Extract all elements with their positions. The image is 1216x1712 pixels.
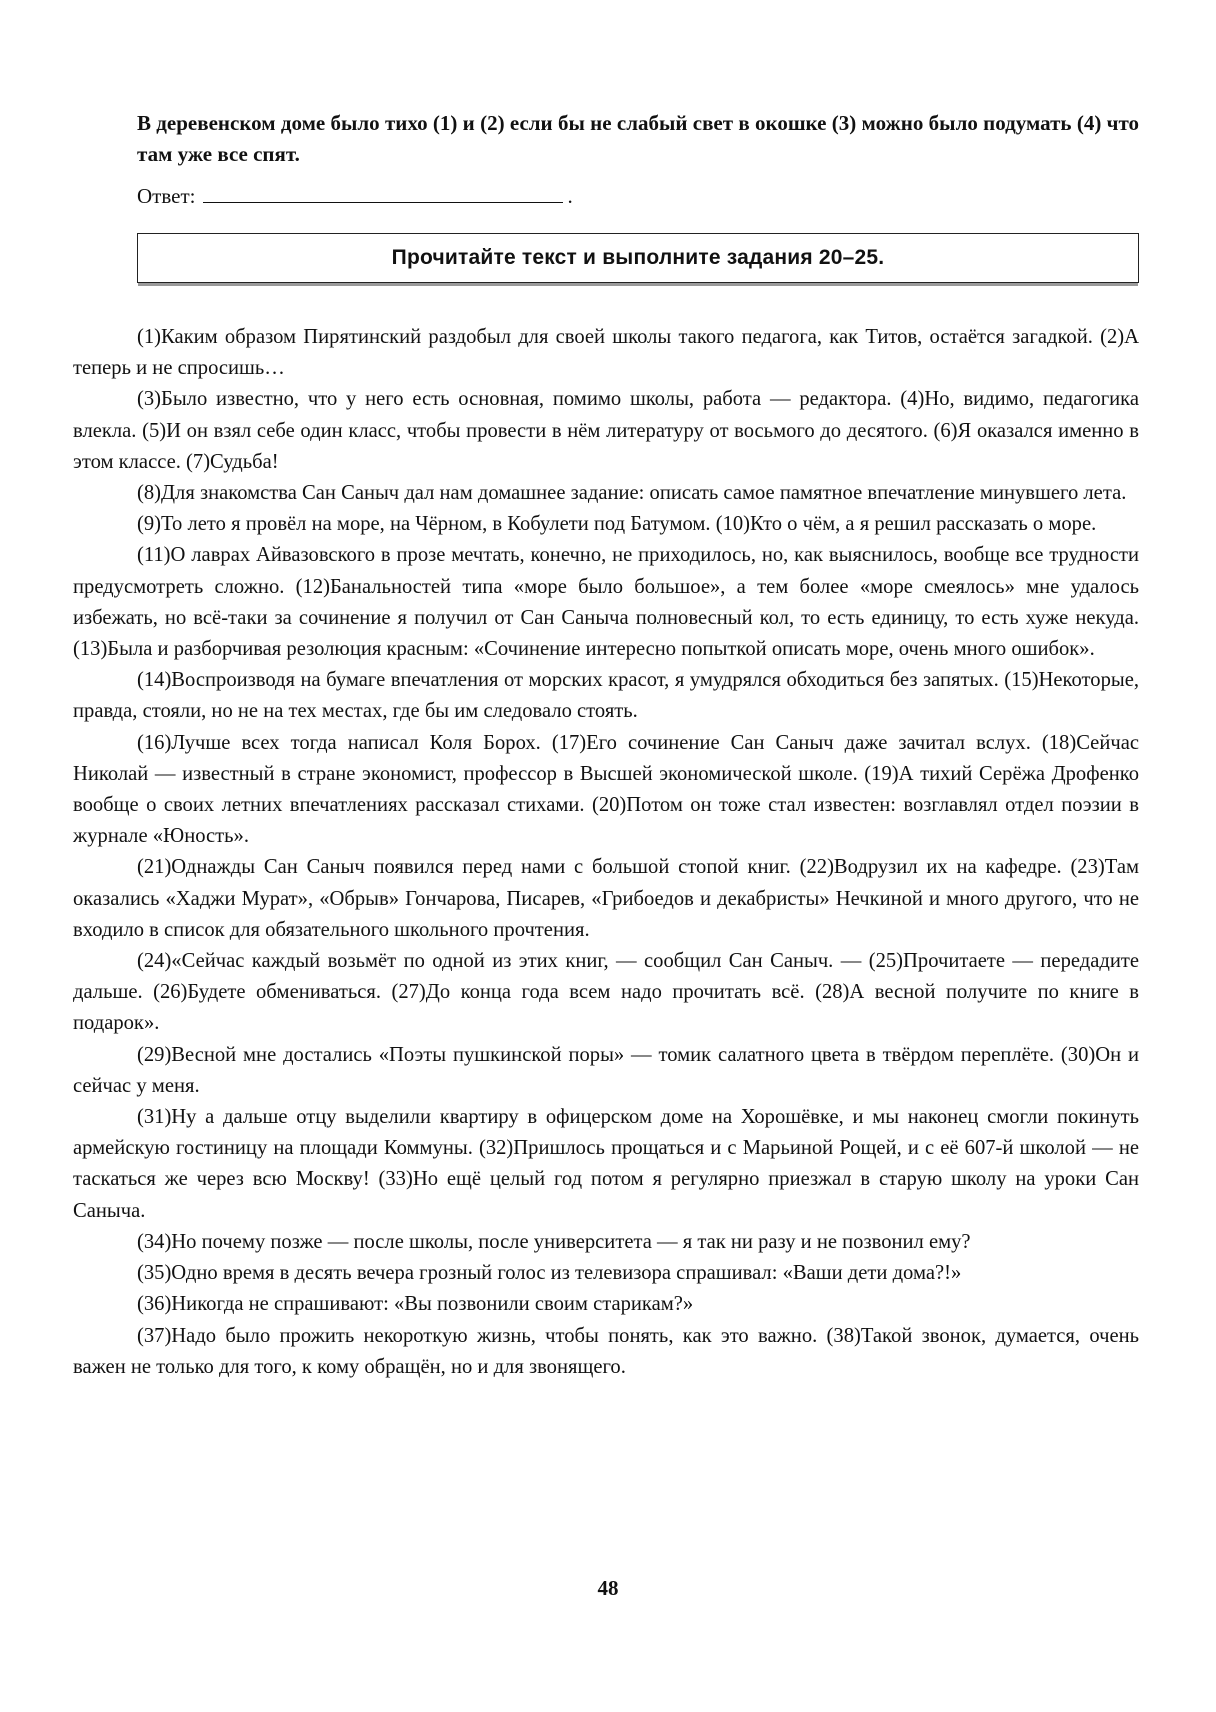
paragraph: (16)Лучше всех тогда написал Коля Борох. (17)Его сочинение Сан Саныч даже зачитал вслух. (18)Сейчас Николай — известный в стране экономист, профессор в Высшей экономической школе. (19)А тихий Серёжа Дрофенко вообще о своих летних впечатлениях рассказал стихами. (20)Потом он тоже стал известен: возглавлял отдел поэзии в журнале «Юность». bbox=[73, 731, 1139, 848]
answer-blank-field[interactable] bbox=[203, 180, 563, 203]
task-sentence: В деревенском доме было тихо (1) и (2) если бы не слабый свет в окошке (3) можно было подумать (4) что там уже все спят. bbox=[137, 111, 1139, 166]
paragraph: (21)Однажды Сан Саныч появился перед нами с большой стопой книг. (22)Водрузил их на кафедре. (23)Там оказались «Хаджи Мурат», «Обрыв» Гончарова, Писарев, «Грибоедов и декабристы» Нечкиной и много другого, что не входило в список для обязательного школьного прочтения. bbox=[73, 856, 1139, 941]
answer-line bbox=[137, 180, 637, 212]
paragraph: (24)«Сейчас каждый возьмёт по одной из этих книг, — сообщил Сан Саныч. — (25)Прочитаете — передадите дальше. (26)Будете обмениваться. (27)До конца года всем надо прочитать всё. (28)А весной получите по книге в подарок». bbox=[73, 950, 1139, 1035]
reading-text bbox=[73, 322, 1139, 1383]
instruction-text: Прочитайте текст и выполните задания 20–25. bbox=[391, 246, 885, 269]
page-number: 48 bbox=[597, 1576, 619, 1600]
paragraph: (37)Надо было прожить некороткую жизнь, чтобы понять, как это важно. (38)Такой звонок, думается, очень важен не только для того, к кому обращён, но и для звонящего. bbox=[73, 1324, 1139, 1378]
paragraph: (35)Одно время в десять вечера грозный голос из телевизора спрашивал: «Ваши дети дома?!» bbox=[137, 1262, 962, 1285]
paragraph: (1)Каким образом Пирятинский раздобыл для своей школы такого педагога, как Титов, остаётся загадкой. (2)А теперь и не спросишь… bbox=[73, 326, 1139, 380]
instruction-box bbox=[137, 233, 1139, 283]
paragraph: (14)Воспроизводя на бумаге впечатления от морских красот, я умудрялся обходиться без запятых. (15)Некоторые, правда, стояли, но не на тех местах, где бы им следовало стоять. bbox=[73, 669, 1139, 723]
paragraph: (31)Ну а дальше отцу выделили квартиру в офицерском доме на Хорошёвке, и мы наконец смогли покинуть армейскую гостиницу на площади Коммуны. (32)Пришлось прощаться и с Марьиной Рощей, и с её 607-й школой — не таскаться же через всю Москву! (33)Но ещё целый год потом я регулярно приезжал в старую школу на уроки Сан Саныча. bbox=[73, 1106, 1139, 1222]
answer-label: Ответ: bbox=[137, 184, 196, 208]
paragraph: (34)Но почему позже — после школы, после университета — я так ни разу и не позвонил ему? bbox=[137, 1230, 971, 1253]
paragraph: (9)То лето я провёл на море, на Чёрном, в Кобулети под Батумом. (10)Кто о чём, а я решил рассказать о море. bbox=[137, 513, 1097, 536]
paragraph: (29)Весной мне достались «Поэты пушкинской поры» — томик салатного цвета в твёрдом переплёте. (30)Он и сейчас у меня. bbox=[73, 1043, 1139, 1097]
paragraph: (8)Для знакомства Сан Саныч дал нам домашнее задание: описать самое памятное впечатление минувшего лета. bbox=[137, 482, 1127, 505]
paragraph: (3)Было известно, что у него есть основная, помимо школы, работа — редактора. (4)Но, видимо, педагогика влекла. (5)И он взял себе один класс, чтобы провести в нём литературу от восьмого до десятого. (6)Я оказался именно в этом классе. (7)Судьба! bbox=[73, 388, 1139, 473]
paragraph: (11)О лаврах Айвазовского в прозе мечтать, конечно, не приходилось, но, как выяснилось, вообще все трудности предусмотреть сложно. (12)Банальностей типа «море было большое», а тем более «море смеялось» мне удалось избежать, но всё-таки за сочинение я получил от Сан Саныча полновесный кол, то есть единицу, то есть хуже некуда. (13)Была и разборчивая резолюция красным: «Сочинение интересно попыткой описать море, очень много ошибок». bbox=[73, 544, 1139, 661]
paragraph: (36)Никогда не спрашивают: «Вы позвонили своим старикам?» bbox=[137, 1293, 694, 1316]
answer-end-period: . bbox=[567, 184, 573, 208]
